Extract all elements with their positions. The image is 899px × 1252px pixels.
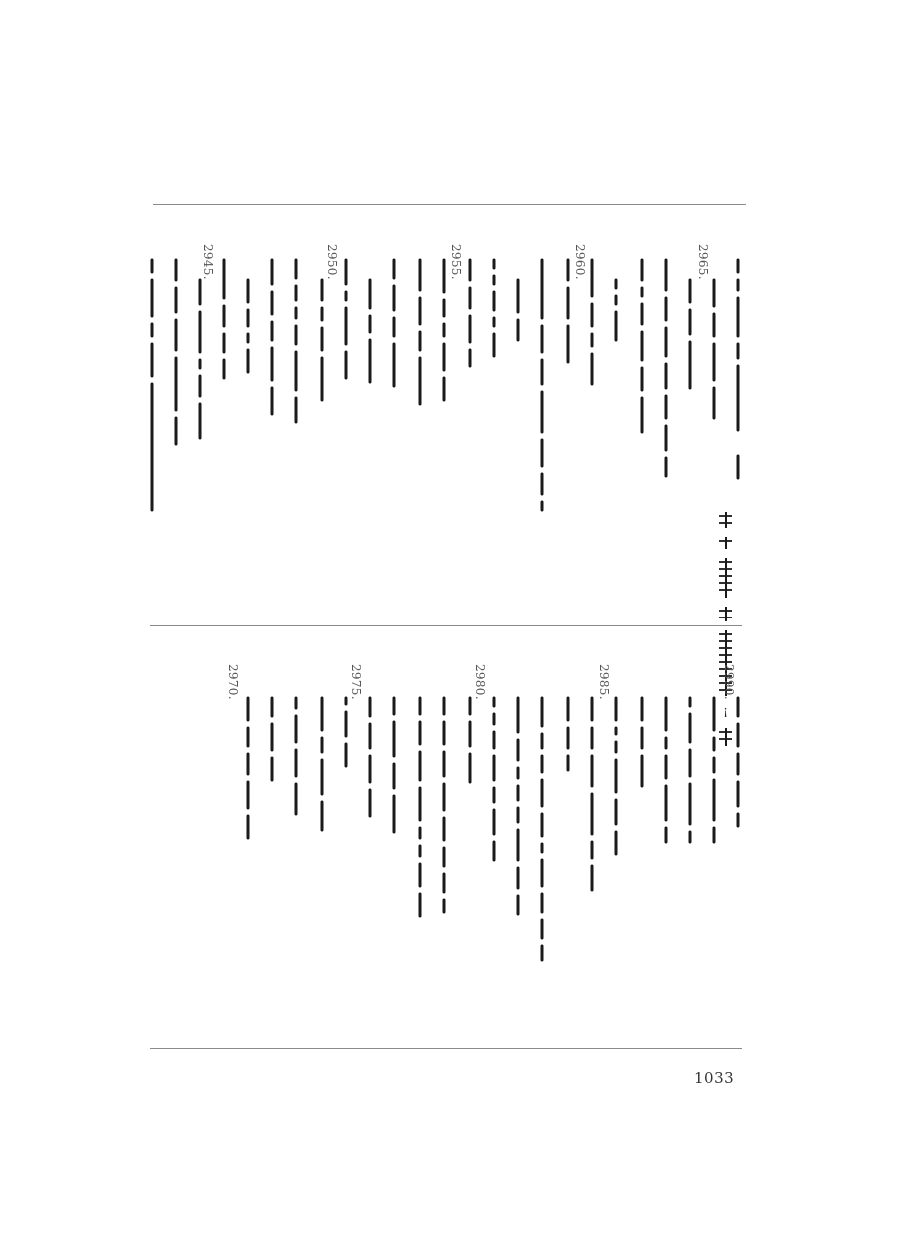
line-number: 2960. [573,244,587,280]
word [723,607,729,621]
line-number: 2955. [449,244,463,280]
line-number: 2950. [325,244,339,280]
line-number: 2970. [226,664,240,700]
line-number: 2980. [473,664,487,700]
line-number: 2975. [349,664,363,700]
line-number: 2985. [597,664,611,700]
bottom-rule [150,1048,742,1049]
middle-rule [150,625,742,626]
top-rule [153,204,746,205]
exclamation-mark: ! [723,705,729,719]
bottom-block-script [150,690,750,970]
top-block-script [150,250,750,590]
line-number: 2990. [722,664,736,700]
line-number: 2945. [201,244,215,280]
line-number: 2965. [696,244,710,280]
page-number: 1033 [694,1069,735,1087]
